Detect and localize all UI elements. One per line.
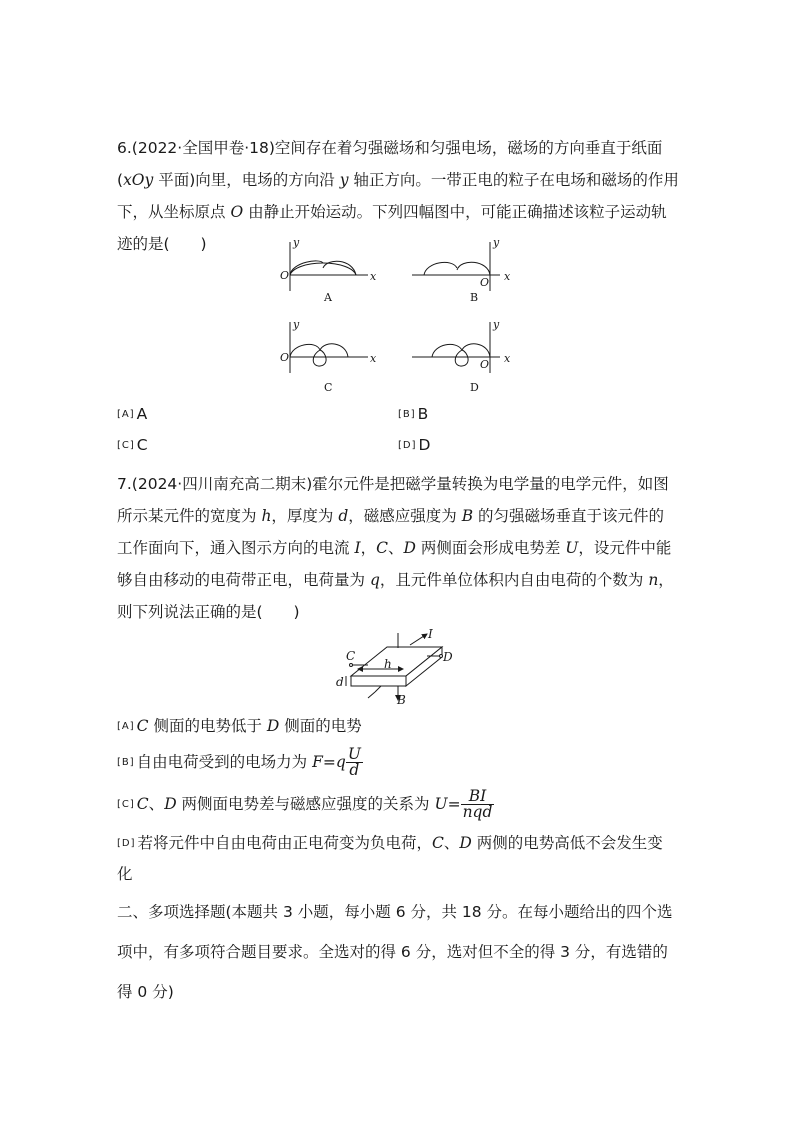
svg-text:y: y [293,318,300,331]
svg-text:O: O [480,276,490,289]
svg-text:y: y [493,236,500,249]
q7-option-c[interactable]: [C] C、D 两侧面电势差与磁感应强度的关系为 U= $\frac{BI}{\text{nqd}}$ [117,787,493,821]
label-d-thickness: d [336,675,344,689]
label-h: h [384,657,392,671]
label-b: B [397,693,406,707]
q6-option-b[interactable]: [B] B [398,405,429,423]
fraction-u-over-d: $\frac{U}{d}$ [347,745,361,779]
svg-text:O: O [480,358,490,371]
q6-option-a[interactable]: [A] A [117,405,148,423]
svg-text:A: A [324,291,332,304]
svg-text:x: x [370,270,377,283]
q7-line-2: 所示某元件的宽度为 h，厚度为 d，磁感应强度为 B 的匀强磁场垂直于该元件的 [117,507,665,525]
q7-line-5: 则下列说法正确的是( ) [117,603,300,621]
q6-line-4: 迹的是( ) [117,235,207,253]
svg-text:y: y [493,318,500,331]
svg-text:O: O [280,351,290,364]
q7-line-4: 够自由移动的电荷带正电，电荷量为 q，且元件单位体积内自由电荷的个数为 n， [117,571,674,589]
svg-text:x: x [504,270,511,283]
q6-line-3: 下，从坐标原点 O 由静止开始运动。下列四幅图中，可能正确描述该粒子运动轨 [117,203,667,221]
svg-text:B: B [470,291,479,304]
svg-text:D: D [470,381,479,394]
q7-line-3: 工作面向下，通入图示方向的电流 I，C、D 两侧面会形成电势差 U，设元件中能 [117,539,672,557]
fraction-bi-over-nqd: $\frac{BI}{\text{nqd}}$ [462,787,493,821]
label-c: C [346,649,356,663]
q6-line-2: (xOy 平面)向里，电场的方向沿 y 轴正方向。一带正电的粒子在电场和磁场的作用 [117,171,679,189]
svg-text:y: y [293,236,300,249]
q7-line-1: 7.(2024·四川南充高二期末)霍尔元件是把磁学量转换为电学量的电学元件，如图 [117,475,669,493]
section-2-instructions: 二、多项选择题(本题共 3 小题，每小题 6 分，共 18 分。在每小题给出的四个选 项中，有多项符合题目要求。全选对的得 6 分，选对但不全的得 3 分，有选错的 得 0 分) [117,903,673,1001]
svg-text:O: O [280,269,290,282]
q6-option-d[interactable]: [D] D [398,436,431,454]
label-d: D [443,650,453,664]
q7-option-a[interactable]: [A] C 侧面的电势低于 D 侧面的电势 [117,717,362,735]
q7-option-b[interactable]: [B] 自由电荷受到的电场力为 F=q $\frac{U}{d}$ [117,745,361,779]
q6-line-1: 6.(2022·全国甲卷·18)空间存在着匀强磁场和匀强电场，磁场的方向垂直于纸面 [117,139,663,157]
svg-text:C: C [324,381,333,394]
label-i: I [428,627,433,641]
q6-option-c[interactable]: [C] C [117,436,148,454]
q7-option-d[interactable]: [D] 若将元件中自由电荷由正电荷变为负电荷，C、D 两侧的电势高低不会发生变 化 [117,834,663,883]
svg-text:x: x [370,352,377,365]
svg-text:x: x [504,352,511,365]
